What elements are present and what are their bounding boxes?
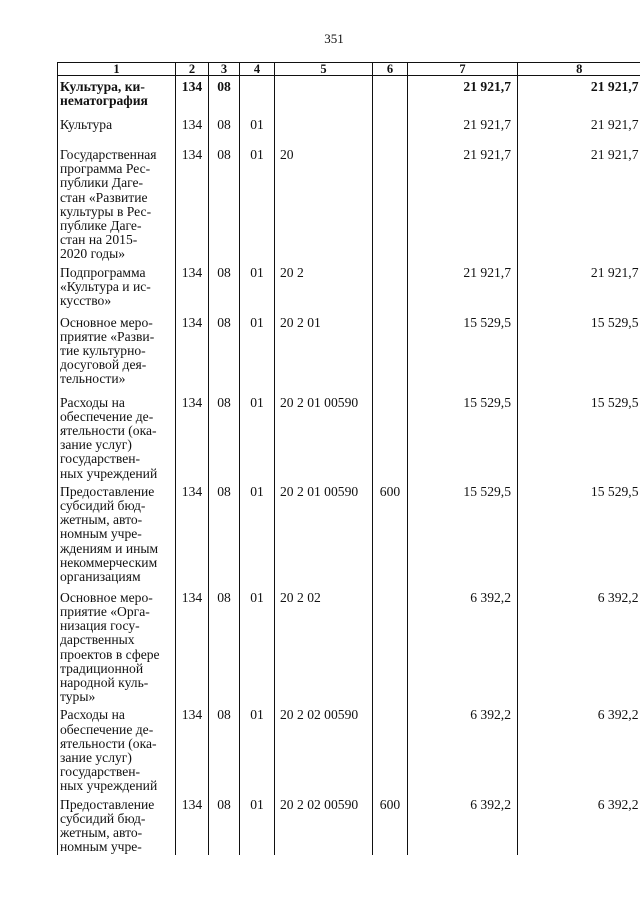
expense-type-cell — [373, 114, 408, 144]
section-cell: 08 — [209, 587, 240, 705]
section-cell: 08 — [209, 392, 240, 481]
row-name-cell — [58, 262, 176, 312]
row-name-text: Расходы на обеспечение де- ятельности (ока- зание услуг) государствен- ных учреждений — [60, 707, 158, 794]
target-article-cell: 20 — [275, 144, 373, 262]
page-number: 351 — [324, 31, 344, 46]
row-name-cell — [58, 392, 176, 481]
amount-cell: 15 529,5 — [408, 481, 518, 587]
expense-type-cell: 600 — [373, 481, 408, 587]
section-cell: 08 — [209, 76, 240, 115]
amount-cell: 15 529,5 — [518, 312, 640, 392]
row-name-text: Расходы на обеспечение де- ятельности (ока- зание услуг) государствен- ных учреждений — [60, 394, 158, 481]
section-cell: 08 — [209, 312, 240, 392]
target-article-cell: 20 2 02 00590 — [275, 794, 373, 855]
row-name-text: Основное меро- приятие «Разви- тие культурно- досуговой дея- тельности» — [60, 314, 155, 387]
target-article-cell — [275, 114, 373, 144]
row-name-text: Предоставление субсидий бюд- жетным, авто- номным учре- ждениям и иным некоммерческим организациям — [60, 483, 159, 585]
expense-type-cell — [373, 704, 408, 793]
row-name-text: Основное меро- приятие «Орга- низация госу- дарственных проектов в сфере традиционной народной куль- туры» — [60, 589, 160, 705]
section-cell: 08 — [209, 144, 240, 262]
expense-type-cell: 600 — [373, 794, 408, 855]
code-cell: 134 — [176, 144, 209, 262]
header-cell: 4 — [240, 63, 275, 76]
header-cell: 8 — [518, 63, 640, 76]
row-name-text: Культура, ки- нематография — [60, 79, 148, 109]
row-name-cell — [58, 794, 176, 855]
target-article-cell: 20 2 01 00590 — [275, 392, 373, 481]
code-cell: 134 — [176, 794, 209, 855]
code-cell: 134 — [176, 312, 209, 392]
budget-table — [57, 62, 640, 855]
subsection-cell: 01 — [240, 794, 275, 855]
row-name-text: Предоставление субсидий бюд- жетным, авто- номным учре- — [60, 796, 155, 855]
header-cell: 1 — [58, 63, 176, 76]
subsection-cell: 01 — [240, 114, 275, 144]
target-article-cell: 20 2 01 00590 — [275, 481, 373, 587]
subsection-cell: 01 — [240, 392, 275, 481]
expense-type-cell — [373, 392, 408, 481]
row-name-cell — [58, 704, 176, 793]
section-cell: 08 — [209, 704, 240, 793]
table-row — [58, 481, 640, 587]
amount-cell: 6 392,2 — [518, 794, 640, 855]
target-article-cell — [275, 76, 373, 115]
subsection-cell — [240, 76, 275, 115]
row-name-text: Культура — [60, 117, 113, 132]
code-cell: 134 — [176, 481, 209, 587]
row-name-text: Государственная программа Рес- публики Даге- стан «Развитие культуры в Рес- публике Даге- стан на 2015- 2020 годы» — [60, 147, 157, 262]
row-name-cell — [58, 144, 176, 262]
section-cell: 08 — [209, 114, 240, 144]
table-row — [58, 144, 640, 262]
table-row — [58, 262, 640, 312]
amount-cell: 6 392,2 — [408, 794, 518, 855]
amount-cell: 21 921,7 — [518, 76, 640, 115]
section-cell: 08 — [209, 794, 240, 855]
code-cell: 134 — [176, 262, 209, 312]
header-row — [58, 63, 640, 76]
subsection-cell: 01 — [240, 704, 275, 793]
row-name-cell — [58, 481, 176, 587]
row-name-cell — [58, 312, 176, 392]
table-body — [58, 76, 640, 855]
amount-cell: 6 392,2 — [518, 704, 640, 793]
amount-cell: 15 529,5 — [408, 312, 518, 392]
section-cell: 08 — [209, 262, 240, 312]
header-cell: 7 — [408, 63, 518, 76]
table-row — [58, 794, 640, 855]
expense-type-cell — [373, 312, 408, 392]
subsection-cell: 01 — [240, 587, 275, 705]
table-row — [58, 76, 640, 115]
subsection-cell: 01 — [240, 262, 275, 312]
target-article-cell: 20 2 01 — [275, 312, 373, 392]
code-cell: 134 — [176, 392, 209, 481]
row-name-text: Подпрограмма «Культура и ис- кусство» — [60, 264, 151, 309]
header-cell: 2 — [176, 63, 209, 76]
subsection-cell: 01 — [240, 144, 275, 262]
row-name-cell — [58, 76, 176, 115]
amount-cell: 15 529,5 — [518, 481, 640, 587]
amount-cell: 6 392,2 — [408, 587, 518, 705]
amount-cell: 21 921,7 — [518, 262, 640, 312]
amount-cell: 15 529,5 — [408, 392, 518, 481]
expense-type-cell — [373, 587, 408, 705]
amount-cell: 21 921,7 — [518, 144, 640, 262]
code-cell: 134 — [176, 114, 209, 144]
target-article-cell: 20 2 02 — [275, 587, 373, 705]
table-row — [58, 114, 640, 144]
table-row — [58, 587, 640, 705]
header-cell: 3 — [209, 63, 240, 76]
amount-cell: 21 921,7 — [408, 76, 518, 115]
subsection-cell: 01 — [240, 481, 275, 587]
table-row — [58, 312, 640, 392]
subsection-cell: 01 — [240, 312, 275, 392]
amount-cell: 21 921,7 — [408, 144, 518, 262]
code-cell: 134 — [176, 704, 209, 793]
row-name-cell — [58, 587, 176, 705]
header-cell: 5 — [275, 63, 373, 76]
section-cell: 08 — [209, 481, 240, 587]
target-article-cell: 20 2 — [275, 262, 373, 312]
target-article-cell: 20 2 02 00590 — [275, 704, 373, 793]
amount-cell: 21 921,7 — [408, 262, 518, 312]
amount-cell: 6 392,2 — [408, 704, 518, 793]
expense-type-cell — [373, 144, 408, 262]
amount-cell: 21 921,7 — [408, 114, 518, 144]
code-cell: 134 — [176, 76, 209, 115]
code-cell: 134 — [176, 587, 209, 705]
row-name-cell — [58, 114, 176, 144]
amount-cell: 6 392,2 — [518, 587, 640, 705]
amount-cell: 15 529,5 — [518, 392, 640, 481]
table-row — [58, 392, 640, 481]
header-cell: 6 — [373, 63, 408, 76]
expense-type-cell — [373, 76, 408, 115]
amount-cell: 21 921,7 — [518, 114, 640, 144]
table-row — [58, 704, 640, 793]
expense-type-cell — [373, 262, 408, 312]
